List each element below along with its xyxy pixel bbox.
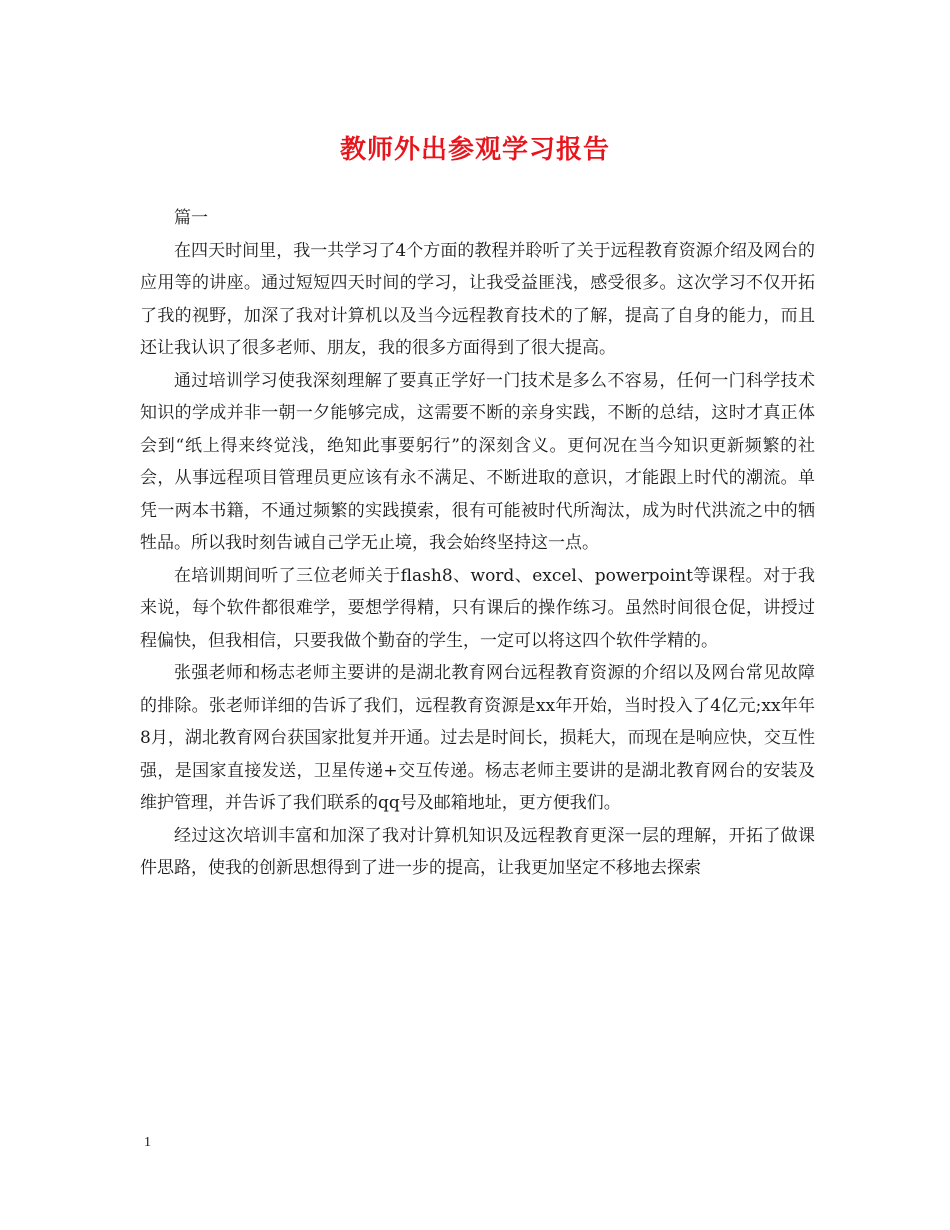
section-label: 篇一 — [174, 208, 208, 228]
paragraph-3: 在培训期间听了三位老师关于flash8、word、excel、powerpoint等课程。对于我来说，每个软件都很难学，要想学得精，只有课后的操作练习。虽然时间很仓促，讲授过程偏快，但我相信，只要我做个勤奋的学生，一定可以将这四个软件学精的。 — [140, 565, 815, 651]
paragraph-2: 通过培训学习使我深刻理解了要真正学好一门技术是多么不容易，任何一门科学技术知识的学成并非一朝一夕能够完成，这需要不断的亲身实践，不断的总结，这时才真正体会到“纸上得来终觉浅，绝知此事要躬行”的深刻含义。更何况在当今知识更新频繁的社会，从事远程项目管理员更应该有永不满足、不断进取的意识，才能跟上时代的潮流。单凭一两本书籍，不通过频繁的实践摸索，很有可能被时代所淘汰，成为时代洪流之中的牺牲品。所以我时刻告诫自己学无止境，我会始终坚持这一点。 — [140, 370, 815, 553]
paragraph-1: 在四天时间里，我一共学习了4个方面的教程并聆听了关于远程教育资源介绍及网台的应用等的讲座。通过短短四天时间的学习，让我受益匪浅，感受很多。这次学习不仅开拓了我的视野，加深了我对计算机以及当今远程教育技术的了解，提高了自身的能力，而且还让我认识了很多老师、朋友，我的很多方面得到了很大提高。 — [140, 240, 815, 358]
document-title: 教师外出参观学习报告 — [339, 135, 610, 165]
paragraph-5: 经过这次培训丰富和加深了我对计算机知识及远程教育更深一层的理解，开拓了做课件思路，使我的创新思想得到了进一步的提高，让我更加坚定不移地去探索 — [140, 825, 815, 878]
page-number: 1 — [144, 1135, 151, 1150]
document-body — [140, 202, 815, 885]
paragraph-4: 张强老师和杨志老师主要讲的是湖北教育网台远程教育资源的介绍以及网台常见故障的排除。张老师详细的告诉了我们，远程教育资源是xx年开始，当时投入了4亿元;xx年年8月，湖北教育网台获国家批复并开通。过去是时间长，损耗大，而现在是响应快，交互性强，是国家直接发送，卫星传递+交互传递。杨志老师主要讲的是湖北教育网台的安装及维护管理，并告诉了我们联系的qq号及邮箱地址，更方便我们。 — [140, 663, 815, 813]
